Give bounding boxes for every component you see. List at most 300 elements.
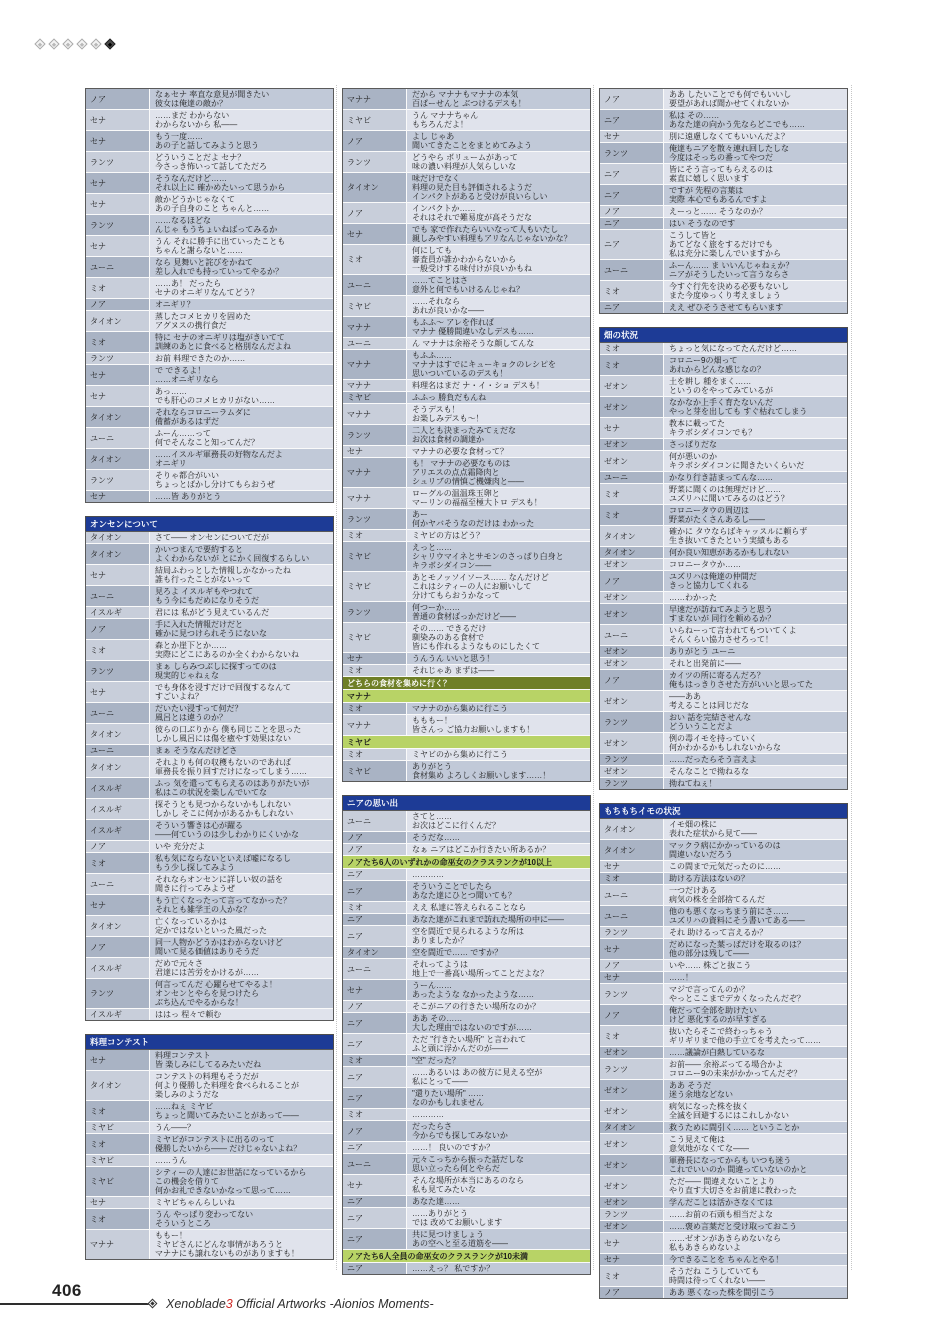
dialogue-row (86, 585, 333, 606)
dialogue-row (86, 406, 333, 427)
dialogue-text: いらねーって言われてもついてくよ そんくらい協力させろって！ (664, 625, 847, 645)
speaker-name: セナ (86, 131, 150, 151)
dialogue-row (86, 1208, 333, 1229)
dialogue-text: この間まで元気だったのに…… (664, 861, 847, 872)
dialogue-row (600, 1220, 847, 1232)
dialogue-text: コロニー9の畑って あれからどんな感じなの？ (664, 355, 847, 375)
page-number: 406 (52, 1281, 82, 1300)
speaker-name: ゼオン (600, 733, 664, 753)
speaker-name: ミオ (600, 343, 664, 354)
dialogue-row (343, 913, 590, 925)
dialogue-text: コロニータウの周辺は 野菜がたくさんあるし―― (664, 505, 847, 525)
dialogue-text: そんな場所が本当にあるのなら 私も見てみたいな (407, 1175, 590, 1195)
speaker-name: ランツ (600, 754, 664, 765)
dialogue-text: 病気になった株を抜く 全滅を回避するにはこれしかない (664, 1101, 847, 1121)
speaker-name: ユーニ (86, 745, 150, 756)
speaker-name: タイオン (600, 840, 664, 860)
dialogue-row (600, 624, 847, 645)
dialogue-row (600, 753, 847, 765)
speaker-name: マナナ (343, 89, 407, 109)
speaker-name: ニア (343, 926, 407, 946)
dialogue-row (343, 622, 590, 652)
dialogue-text: ……お前の石頭も相当だよな (664, 1209, 847, 1220)
speaker-name: タイオン (86, 1071, 150, 1100)
dialogue-row (86, 660, 333, 681)
dialogue-text: ただ―― 間違えないことより やり直す大切さをお前達に教わった (664, 1176, 847, 1196)
dialogue-row (86, 936, 333, 957)
dialogue-row (343, 130, 590, 151)
dialogue-row (600, 819, 847, 839)
speaker-name: ミオ (600, 484, 664, 504)
speaker-name: ランツ (343, 509, 407, 529)
dialogue-text: 私も気にならないといえば嘘になるし もう少し探してみよう (150, 853, 333, 873)
dialogue-block (85, 1034, 334, 1260)
speaker-name: ニア (343, 1067, 407, 1087)
footer-title-post: Official Artworks -Aionios Moments- (232, 1297, 434, 1311)
speaker-name: ランツ (600, 712, 664, 732)
speaker-name: ミオ (86, 278, 150, 298)
speaker-name: ミヤビ (343, 542, 407, 571)
speaker-name: ミヤビ (343, 761, 407, 781)
speaker-name: ミヤビ (343, 572, 407, 601)
speaker-name: セナ (86, 236, 150, 256)
dialogue-row (343, 337, 590, 349)
dialogue-row (600, 1253, 847, 1265)
dialogue-row (600, 483, 847, 504)
dialogue-block (342, 88, 591, 782)
dialogue-text: ……あるいは あの彼方に見える空が 私にとって―― (407, 1067, 590, 1087)
dialogue-row (343, 748, 590, 760)
dialogue-row (343, 1066, 590, 1087)
speaker-name: ゼオン (600, 1134, 664, 1154)
speaker-name: イスルギ (86, 607, 150, 618)
dialogue-text: 何つーか…… 普通の食材ばっかだけど―― (407, 602, 590, 622)
dialogue-text: だめで元々さ 君達には苦労をかけるが…… (150, 958, 333, 978)
speaker-name: ミオ (600, 505, 664, 525)
dialogue-row (600, 184, 847, 205)
dialogue-row (343, 1153, 590, 1174)
dialogue-row (600, 504, 847, 525)
dialogue-row (600, 938, 847, 959)
dialogue-text: うん――？ (150, 1122, 333, 1133)
dialogue-row (600, 711, 847, 732)
dialogue-row (86, 448, 333, 469)
dialogue-row (343, 925, 590, 946)
speaker-name: ニア (343, 1142, 407, 1153)
speaker-name: ユーニ (86, 874, 150, 894)
speaker-name: ニア (343, 881, 407, 901)
speaker-name: ミヤビ (86, 1122, 150, 1133)
speaker-name: ノア (600, 1005, 664, 1025)
dialogue-table (85, 531, 334, 1021)
dialogue-text: 元々こっちから振った話だしな 思い立ったら何とやらだ (407, 1154, 590, 1174)
speaker-name: ニア (343, 869, 407, 880)
dialogue-text: 皆にそう言ってもらえるのは 素直に嬉しく思います (664, 164, 847, 184)
dialogue-text: なぁセナ 率直な意見が聞きたい 彼女は俺達の敵か？ (150, 89, 333, 109)
dialogue-text: うん それに勝手に出ていったことも ちゃんと謝らないと…… (150, 236, 333, 256)
speaker-name: ユーニ (600, 260, 664, 280)
footer-book-title (166, 1297, 434, 1311)
dialogue-row (600, 109, 847, 130)
speaker-name: ミオ (86, 1101, 150, 1121)
speaker-name: ゼオン (600, 1047, 664, 1058)
speaker-name: ユーニ (86, 703, 150, 723)
dialogue-text: 何が悪いのか キラボシダイコンに聞きたいくらいだ (664, 451, 847, 471)
dialogue-row (86, 702, 333, 723)
speaker-name: ニア (343, 1196, 407, 1207)
speaker-name: ミヤビ (343, 392, 407, 403)
speaker-name: ミオ (600, 1026, 664, 1046)
dialogue-text: 探そうとも見つからないかもしれない しかし そこに何かがあるかもしれない (150, 799, 333, 819)
speaker-name: ゼオン (600, 1101, 664, 1121)
dialogue-block (599, 803, 848, 1299)
dialogue-text: ミヤビちゃんらしいね (150, 1197, 333, 1208)
dialogue-row (600, 438, 847, 450)
dialogue-block (85, 88, 334, 503)
dialogue-text: だめになった葉っぱだけを取るのは？ 他の部分は残して―― (664, 939, 847, 959)
dialogue-text: それと出発前に―― (664, 658, 847, 669)
dialogue-row (86, 1050, 333, 1070)
dialogue-row (343, 1120, 590, 1141)
dialogue-text: 彼らの口ぶりから 僕も同じことを思った しかし風呂には傷を癒やす効果はない (150, 724, 333, 744)
speaker-name: タイオン (86, 544, 150, 564)
dialogue-text: 軍務長になってからも いつも迷う これでいいのか 間違っていないのかと (664, 1155, 847, 1175)
speaker-name: ミオ (343, 245, 407, 274)
dialogue-text: 空を間近で見られるような所は ありましたか？ (407, 926, 590, 946)
dialogue-row (600, 142, 847, 163)
dialogue-text: ……イスルギ軍務長の好物なんだよ オニギリ (150, 449, 333, 469)
speaker-name: ノア (343, 1001, 407, 1012)
speaker-name: タイオン (86, 916, 150, 936)
speaker-name: セナ (86, 895, 150, 915)
dialogue-row (600, 343, 847, 354)
dialogue-text: そこがニアの行きたい場所なのか？ (407, 1001, 590, 1012)
dialogue-text: おい 話を完結させんな どういうことだよ (664, 712, 847, 732)
choice-option-header: ミヤビ (343, 735, 590, 748)
dialogue-text: ははっ 程々で頼む (150, 1009, 333, 1020)
speaker-name: ミオ (343, 703, 407, 714)
dialogue-text: コロニータウか…… (664, 559, 847, 570)
dialogue-text: 一つだけある 病気の株を全部捨てるんだ (664, 885, 847, 905)
dialogue-text: ああ そうだ 迷う余地などない (664, 1080, 847, 1100)
speaker-name: セナ (343, 224, 407, 244)
dialogue-text: イモ畑の株に 表れた症状から見て―― (664, 819, 847, 839)
dialogue-row (600, 1286, 847, 1298)
dialogue-row (86, 1070, 333, 1100)
dialogue-table (342, 88, 591, 782)
speaker-name: ノア (343, 844, 407, 855)
dialogue-row (343, 760, 590, 781)
speaker-name: マナナ (343, 715, 407, 735)
speaker-name: ミオ (86, 1134, 150, 1154)
speaker-name: タイオン (86, 407, 150, 427)
diamond-icon (148, 1299, 158, 1309)
dialogue-text: ありがとう 食材集め よろしくお願いします……！ (407, 761, 590, 781)
dialogue-row (343, 652, 590, 664)
dialogue-text: ……それなら あれが良いかな―― (407, 296, 590, 316)
speaker-name: マナナ (343, 404, 407, 424)
dialogue-row (86, 385, 333, 406)
dialogue-row (600, 860, 847, 872)
dialogue-row (86, 1229, 333, 1259)
speaker-name: ユーニ (600, 472, 664, 483)
dialogue-row (343, 811, 590, 831)
dialogue-block (85, 516, 334, 1021)
dialogue-row (600, 884, 847, 905)
dialogue-row (343, 1054, 590, 1066)
speaker-name: ユーニ (600, 906, 664, 926)
dialogue-row (86, 819, 333, 840)
choice-option-header: ノアたち6人全員の命巫女のクラスランクが10未満 (343, 1249, 590, 1262)
dialogue-table (85, 1049, 334, 1260)
speaker-name: ミオ (600, 873, 664, 884)
speaker-name: ミヤビ (343, 623, 407, 652)
speaker-name: ミオ (86, 640, 150, 660)
dialogue-text: ももー！ ミヤビさんにどんな事情があろうと マナナにも譲れないものがありますも！ (150, 1230, 333, 1259)
dialogue-text: さっぱりだな (664, 439, 847, 450)
speaker-name: ノア (86, 841, 150, 852)
speaker-name: セナ (86, 173, 150, 193)
dialogue-text: ……皆 ありがとう (150, 491, 333, 502)
dialogue-text: こうして皆と あてどなく旅をするだけでも 私は充分に楽しんでいますから (664, 230, 847, 259)
dialogue-text: ……まだ わからない わからないから 私―― (150, 110, 333, 130)
dialogue-text: えーっと…… そうなのか？ (664, 206, 847, 217)
dialogue-row (343, 1195, 590, 1207)
dialogue-row (343, 702, 590, 714)
speaker-name: セナ (86, 565, 150, 585)
dialogue-text: 私は その…… あなた達の向かう先ならどこでも…… (664, 110, 847, 130)
dialogue-text: も！ マナナの必要なものは アリエスの点点霜降肉と シュリブの情慎ご機嫌肉と―― (407, 458, 590, 487)
dialogue-text: ……うん (150, 1155, 333, 1166)
speaker-name: ゼオン (600, 439, 664, 450)
dialogue-text: ……だったらそう言えよ (664, 754, 847, 765)
speaker-name: ゼオン (600, 646, 664, 657)
speaker-name: ノア (86, 299, 150, 310)
dialogue-text: でも 家で作れたらいいなって人もいたし 親しみやすい料理もアリなんじゃないかな？ (407, 224, 590, 244)
dialogue-table (599, 88, 848, 314)
dialogue-row (600, 603, 847, 624)
speaker-name: ミヤビ (343, 296, 407, 316)
speaker-name: ノア (600, 206, 664, 217)
speaker-name: セナ (600, 1233, 664, 1253)
dialogue-text: 亡くなっているかは 定かではないといった風だった (150, 916, 333, 936)
dialogue-text: その…… できるだけ 馴染みのある食材で 皆にも作れるようなものにしたくて (407, 623, 590, 652)
speaker-name: タイオン (86, 532, 150, 543)
speaker-name: ゼオン (600, 1080, 664, 1100)
dialogue-row (86, 1166, 333, 1196)
dialogue-text: あー 何かヤバそうなのだけは わかった (407, 509, 590, 529)
dialogue-row (600, 546, 847, 558)
speaker-name: セナ (86, 682, 150, 702)
speaker-name: ユーニ (343, 959, 407, 979)
dialogue-row (600, 1154, 847, 1175)
dialogue-row (343, 1108, 590, 1120)
dialogue-text: "還りたい場所" …… なのかもしれません (407, 1088, 590, 1108)
speaker-name: ミヤビ (343, 110, 407, 130)
dialogue-row (343, 1087, 590, 1108)
dialogue-row (343, 1033, 590, 1054)
dialogue-row (600, 645, 847, 657)
dialogue-text: あなた達…… (407, 1196, 590, 1207)
speaker-name: ニア (600, 185, 664, 205)
dialogue-row (86, 1121, 333, 1133)
dialogue-row (600, 1133, 847, 1154)
dialogue-table (599, 342, 848, 790)
dialogue-row (343, 403, 590, 424)
dialogue-block (342, 795, 591, 1275)
dialogue-row (343, 274, 590, 295)
dialogue-text: それよりも何の収穫もないのであれば 軍務長を振り回すだけになってしまう…… (150, 757, 333, 777)
dialogue-row (86, 957, 333, 978)
dialogue-text: ……ねぇ ミヤビ ちょっと聞いてみたいことがあって―― (150, 1101, 333, 1121)
dialogue-row (600, 1079, 847, 1100)
dialogue-text: それならコロニーラムダに 備蓄があるはずだ (150, 407, 333, 427)
column-divider (593, 85, 594, 1270)
speaker-name: ミヤビ (86, 1167, 150, 1196)
dialogue-text: ええ ぜひそうさせてもらいます (664, 302, 847, 313)
dialogue-row (86, 331, 333, 352)
dialogue-text: でも身体を浸すだけで回復するなんて すごいよね？ (150, 682, 333, 702)
dialogue-row (343, 1000, 590, 1012)
dialogue-row (343, 1228, 590, 1249)
dialogue-text: カイツの所に寄るんだろ？ 俺もはっきりさせた方がいいと思ってた (664, 670, 847, 690)
dialogue-text: もももー！ 皆さんっ ご協力お願いしますも！ (407, 715, 590, 735)
dialogue-row (600, 669, 847, 690)
dialogue-row (343, 541, 590, 571)
dialogue-row (86, 130, 333, 151)
dialogue-row (600, 1025, 847, 1046)
dialogue-text: そんなことで拗ねるな (664, 766, 847, 777)
diamond-ornament-icon (62, 38, 73, 49)
dialogue-text: シティーの人達にお世話になっているから この機会を借りて 何かお礼できないかなって思って…… (150, 1167, 333, 1196)
speaker-name: マナナ (343, 317, 407, 337)
speaker-name: ニア (600, 230, 664, 259)
dialogue-text: 森とか崖下とか…… 実際にどこにあるのか全くわからないね (150, 640, 333, 660)
speaker-name: ゼオン (600, 691, 664, 711)
dialogue-block (599, 88, 848, 314)
dialogue-text: 助ける方法はないの？ (664, 873, 847, 884)
dialogue-row (86, 873, 333, 894)
dialogue-row (600, 130, 847, 142)
speaker-name: ランツ (86, 152, 150, 172)
dialogue-row (343, 1141, 590, 1153)
dialogue-text: 学んだことは活かさなくては (664, 1197, 847, 1208)
speaker-name: ミオ (343, 749, 407, 760)
speaker-name: タイオン (86, 311, 150, 331)
dialogue-row (600, 1208, 847, 1220)
dialogue-row (86, 352, 333, 364)
dialogue-text: ……えっ？ 私ですか？ (407, 1263, 590, 1274)
speaker-name: セナ (86, 1197, 150, 1208)
speaker-name: ニア (600, 110, 664, 130)
dialogue-text: いや 充分だよ (150, 841, 333, 852)
dialogue-row (86, 1196, 333, 1208)
dialogue-row (86, 1008, 333, 1020)
speaker-name: セナ (343, 446, 407, 457)
dialogue-row (343, 316, 590, 337)
speaker-name: ユーニ (343, 811, 407, 831)
dialogue-text: ああ したいことでも何でもいいし 要望があれば聞かせてくれないか (664, 89, 847, 109)
dialogue-text: かなり行き詰まってんな…… (664, 472, 847, 483)
speaker-name: セナ (86, 1050, 150, 1070)
dialogue-row (343, 89, 590, 109)
dialogue-text: だいたい浸すって何だ？ 風呂とは違うのか？ (150, 703, 333, 723)
dialogue-row (600, 396, 847, 417)
column-divider (851, 85, 852, 1270)
dialogue-row (343, 946, 590, 958)
dialogue-text: 料理名はまだ ナ・イ・ショ デスも！ (407, 380, 590, 391)
dialogue-row (600, 1046, 847, 1058)
dialogue-text: ……ありがとう では 改めてお願いします (407, 1208, 590, 1228)
footer-title-number: 3 (225, 1297, 233, 1311)
speaker-name: ノア (86, 937, 150, 957)
dialogue-text: 味だけでなく 料理の見た目も評価されるようだ インパクトがあると受けが良いらしい (407, 173, 590, 202)
speaker-name: ノア (600, 670, 664, 690)
dialogue-row (600, 905, 847, 926)
dialogue-row (600, 450, 847, 471)
speaker-name: ゼオン (600, 1221, 664, 1232)
speaker-name: ミオ (343, 530, 407, 541)
speaker-name: ミオ (343, 902, 407, 913)
speaker-name: ミオ (600, 281, 664, 301)
speaker-name: ニア (343, 1034, 407, 1054)
dialogue-text: 料理コンテスト 皆 楽しみにしてるみたいだね (150, 1050, 333, 1070)
dialogue-text: もう一度…… あの子と話してみようと思う (150, 131, 333, 151)
speaker-name: セナ (600, 1254, 664, 1265)
dialogue-row (86, 235, 333, 256)
speaker-name: ニア (343, 1013, 407, 1033)
speaker-name: タイオン (600, 547, 664, 558)
dialogue-row (86, 756, 333, 777)
speaker-name: ミヤビ (86, 1155, 150, 1166)
dialogue-text: 拗ねてねぇ！ (664, 778, 847, 789)
dialogue-text: ……なるほどな んじゃ もうちょいねばってみるか (150, 215, 333, 235)
speaker-name: ミオ (86, 332, 150, 352)
dialogue-row (86, 490, 333, 502)
dialogue-row (86, 543, 333, 564)
dialogue-text: そうだね こうしていても 時間は待ってくれない―― (664, 1266, 847, 1286)
dialogue-row (343, 349, 590, 379)
speaker-name: ミオ (343, 1109, 407, 1120)
dialogue-text: お前―― 余裕ぶってる場合かよ コロニー9の未来がかかってんだぞ？ (664, 1059, 847, 1079)
dialogue-row (343, 1012, 590, 1033)
choice-prompt-header: どちらの食材を集めに行く？ (343, 676, 590, 689)
dialogue-text: 野菜に聞くのは無理だけど…… ユズリハに聞いてみるのはどう？ (664, 484, 847, 504)
dialogue-text: ……あ！ だったら セナのオニギリなんてどう？ (150, 278, 333, 298)
dialogue-row (86, 469, 333, 490)
diamond-ornament-icon (34, 38, 45, 49)
dialogue-text: で できるよ！ ……オニギリなら (150, 365, 333, 385)
dialogue-row (86, 618, 333, 639)
dialogue-row (343, 958, 590, 979)
dialogue-text: ……議論が白熱しているな (664, 1047, 847, 1058)
dialogue-row (600, 926, 847, 938)
dialogue-text: ……！ 良いのですか？ (407, 1142, 590, 1153)
dialogue-row (600, 765, 847, 777)
dialogue-text: マックラ病にかかっているのは 間違いないだろう (664, 840, 847, 860)
speaker-name: ゼオン (600, 1197, 664, 1208)
dialogue-row (600, 525, 847, 546)
dialogue-text: 俺だって全部を助けたい けど 悪化するのが早すぎる (664, 1005, 847, 1025)
dialogue-text: マジで言ってんのか？ やっとここまでデカくなったんだぞ？ (664, 984, 847, 1004)
dialogue-row (343, 202, 590, 223)
dialogue-text: さてと…… お次はどこに行くんだ？ (407, 811, 590, 831)
dialogue-row (86, 256, 333, 277)
speaker-name: ゼオン (600, 376, 664, 396)
dialogue-text: 早速だが訪ねてみようと思う すまないが 同行を頼めるか？ (664, 604, 847, 624)
speaker-name: ゼオン (600, 658, 664, 669)
speaker-name: ニア (600, 164, 664, 184)
